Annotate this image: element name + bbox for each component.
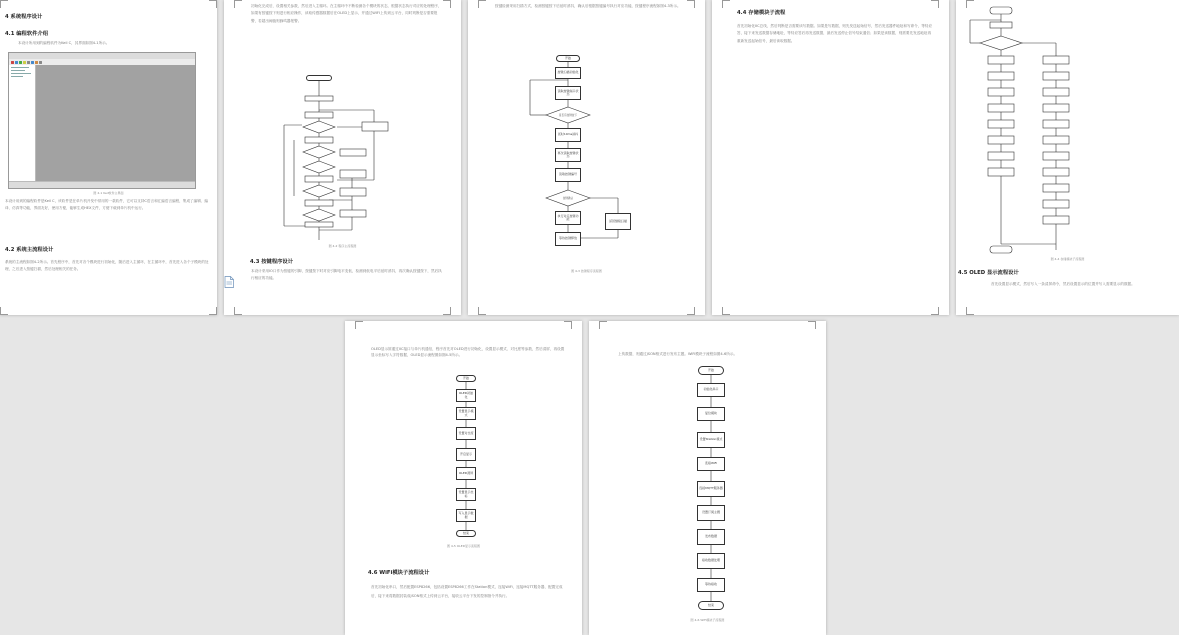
crop-mark: [0, 0, 8, 8]
flow-node: OLED初始化: [456, 389, 476, 402]
figure-caption: 图 4-5 OLED显示流程图: [446, 544, 481, 548]
heading-section: 4.5 OLED 显示流程设计: [958, 270, 1019, 276]
heading-chapter: 4 系统程序设计: [5, 14, 43, 20]
flow-node: 发布数据: [697, 529, 725, 545]
flow-node: OLED清屏: [456, 467, 476, 480]
body-paragraph: 系统的主流程如图4-2所示。首先程序中，首先对各个模块进行初始化，随后进入主循环，在主循环中，首先进入各个子模块的处理，之后进入按键扫描，然后处理相关的任务。: [5, 260, 209, 272]
crop-mark: [722, 0, 730, 8]
keil-screenshot: [8, 52, 196, 189]
page-1: [0, 0, 217, 315]
flow-node: 接收数据处理: [697, 553, 725, 569]
crop-mark: [478, 307, 486, 315]
crop-mark: [722, 307, 730, 315]
flow-node-start: 开始: [456, 375, 476, 382]
flow-node: 等待按键释放: [555, 232, 581, 246]
flow-node-start: 开始: [698, 366, 724, 375]
heading-section: 4.1 编程软件介绍: [5, 31, 49, 37]
flow-node-start: 开始: [556, 55, 580, 62]
figure-caption: 图 4-1 Keil软件主界面: [93, 191, 124, 195]
body-paragraph: 本设计用到的编程软件是Keil C，该软件是在单片机开发中常用的一款软件，它可以支持C语言和汇编语言编程，集成了编辑、编译、仿真等功能，界面友好，使用方便，能够生成HEX文件，方便下载到单片机中运行。: [5, 199, 209, 211]
flow-node: 再次读取按键状态: [555, 148, 581, 162]
page-3: [468, 0, 705, 315]
heading-section: 4.4 存储模块子流程: [737, 10, 786, 16]
flow-node: 设置订阅主题: [697, 505, 725, 521]
crop-mark: [931, 307, 939, 315]
flow-node: 读取按键端口状态: [555, 86, 581, 100]
crop-mark: [209, 307, 217, 315]
body-paragraph: 上传数据，则通过JSON格式进行发布主题。WiFi模块子流程如图4-6所示。: [618, 352, 738, 356]
page-2: [224, 0, 461, 315]
figure-caption: 图 4-4 存储模块子流程图: [1050, 257, 1085, 261]
crop-mark: [443, 307, 451, 315]
flow-node: 按键扫描初始化: [555, 67, 581, 79]
flow-node: 读取按键编号: [555, 168, 581, 182]
flow-node: 设置显示坐标: [456, 488, 476, 501]
page-7: [589, 321, 826, 635]
flow-node: 设置Station模式: [697, 432, 725, 448]
flow-node: 连接MQTT服务器: [697, 481, 725, 497]
figure-caption: 图 4-6 WiFi模块子流程图: [690, 618, 725, 622]
flow-node: 设置对比度: [456, 427, 476, 440]
flow-node: 设置显示模式: [456, 407, 476, 420]
flow-node: 写入显示数据: [456, 509, 476, 522]
flow-node-end: 结束: [456, 530, 476, 537]
flow-node: 延时10ms消抖: [555, 128, 581, 142]
intro-text: 本设计所用到的编程软件为Keil C，其界面如图4-1所示。: [18, 41, 110, 45]
body-paragraph: OLED显示屏通过IIC接口与单片机通信，程序首先对OLED进行初始化，设置显示模式、对比度等参数，然后清屏，再设置显示坐标写入字符数据，OLED显示流程图如图4-5所示。: [371, 347, 565, 357]
crop-mark: [0, 307, 8, 315]
body-paragraph: 首先初始化串口，然后配置ESP8266，包括设置ESP8266工作在Station模式，连接WiFi，连接MQTT服务器，配置完成后，接下来将数据封装成JSON格式上传到云平台，接收云平台下发的控制指令并执行。: [371, 585, 563, 598]
body-paragraph: 本设计采用IO口作为按键的引脚，按键按下时对应引脚电平变低，检测到低电平后延时消抖，再次确认按键按下，然后执行相应的功能。: [251, 269, 442, 281]
page-5: [956, 0, 1179, 315]
flow-start-node: [306, 75, 332, 81]
flow-node: 开启显示: [456, 448, 476, 461]
flow-node-end: 结束: [698, 601, 724, 610]
flow-node: 等待接收: [697, 578, 725, 592]
crop-mark: [966, 307, 974, 315]
flow-node: 复位模块: [697, 407, 725, 421]
flow-node: 返回继续扫描: [605, 213, 631, 230]
heading-section: 4.3 按键程序设计: [250, 259, 294, 265]
body-paragraph: 首先设置显示模式，然后写入一条清屏命令，然后设置显示的位置并写入需要显示的数据。: [991, 282, 1135, 286]
flow-node: 初始化串口: [697, 383, 725, 397]
flow-decision-label: 是否有按键按下: [558, 114, 578, 117]
crop-mark: [209, 0, 217, 8]
heading-section: 4.6 WiFi模块子流程设计: [368, 570, 430, 576]
body-paragraph: 首先初始化IIC总线，然后判断是否需要读写数据。如果是写数据，则先发送起始信号，然后发送器件地址和写命令，等待应答，接下来发送数据存储地址，等待应答后再发送数据，最后发送停止信号结束通信；如果是读数据，则需要先发送地址再重新发送起始信号，最后读取数据。: [737, 24, 933, 43]
figure-caption: 图 4-2 程序主流程图: [328, 244, 357, 248]
flow-decision-label: 按键确认: [562, 197, 574, 200]
page-4: [712, 0, 949, 315]
page-6: [345, 321, 582, 635]
crop-mark: [931, 0, 939, 8]
flow-node: 连接WiFi: [697, 457, 725, 471]
flow-node: 执行对应按键功能: [555, 211, 581, 225]
body-paragraph: 初始化完成后，设置相关参数，然后进入主循环。在主循环中不断检测各个模块的状态，根据状态执行对应的处理程序，如果有按键按下则进行相应操作，读取传感器数据后在OLED上显示，并通过WIFI上传到云平台，同时判断是否需要报警，若超出阈值则蜂鸣器报警。: [251, 4, 442, 23]
heading-section: 4.2 系统主流程设计: [5, 247, 54, 253]
key-flowchart: [468, 0, 705, 315]
crop-mark: [234, 307, 242, 315]
crop-mark: [687, 307, 695, 315]
document-icon[interactable]: [224, 276, 234, 288]
body-paragraph: 按键检测采用扫描方式，检测按键按下后延时消抖，确认后根据按键编号执行对应功能，按键程序流程如图4-3所示。: [495, 4, 681, 8]
figure-caption: 图 4-3 按键程序流程图: [571, 269, 602, 273]
